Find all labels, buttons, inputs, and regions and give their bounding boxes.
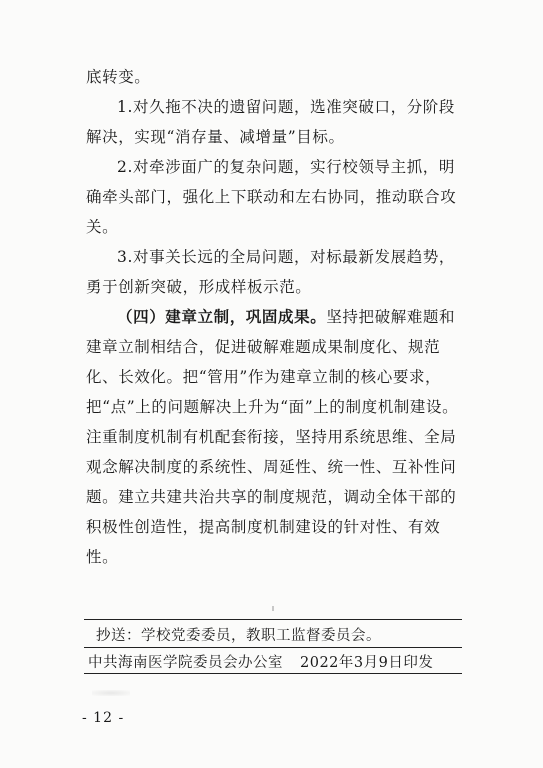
paragraph-section-4 (86, 302, 466, 572)
paragraph-continuation: 底转变。 (86, 68, 151, 86)
section-body: 坚持把破解难题和建章立制相结合，促进破解难题成果制度化、规范化、长效化。把“管用”作为建章立制的核心要求，把“点”上的问题解决上升为“面”上的制度机制建设。注重制度机制有机配套衔接，坚持用系统思维、全局观念解决制度的系统性、周延性、统一性、互补性问题。建立共建共治共享的制度规范，调动全体干部的积极性创造性，提高制度机制建设的针对性、有效性。 (86, 308, 459, 566)
issue-date: 2022年3月9日印发 (300, 655, 434, 671)
footer-bottom-rule (84, 673, 462, 674)
cc-line: 抄送：学校党委委员，教职工监督委员会。 (96, 628, 381, 644)
section-heading: （四）建章立制，巩固成果。 (117, 307, 327, 326)
footer-middle-rule (84, 647, 462, 648)
paragraph-item-2: 2.对牵涉面广的复杂问题，实行校领导主抓，明确牵头部门，强化上下联动和左右协同，推动联合攻关。 (86, 158, 457, 236)
paragraph-item-3: 3.对事关长远的全局问题，对标最新发展趋势，勇于创新突破，形成样板示范。 (86, 248, 455, 296)
page-number: - 12 - (82, 710, 125, 726)
issuer-office: 中共海南医学院委员会办公室 (88, 655, 283, 671)
paragraph-item-1: 1.对久拖不决的遗留问题，选准突破口，分阶段解决，实现“消存量、减增量”目标。 (86, 98, 455, 146)
scan-smudge (92, 690, 130, 696)
scan-mark (272, 606, 274, 611)
body-text (86, 62, 466, 572)
footer-top-rule (84, 619, 462, 620)
